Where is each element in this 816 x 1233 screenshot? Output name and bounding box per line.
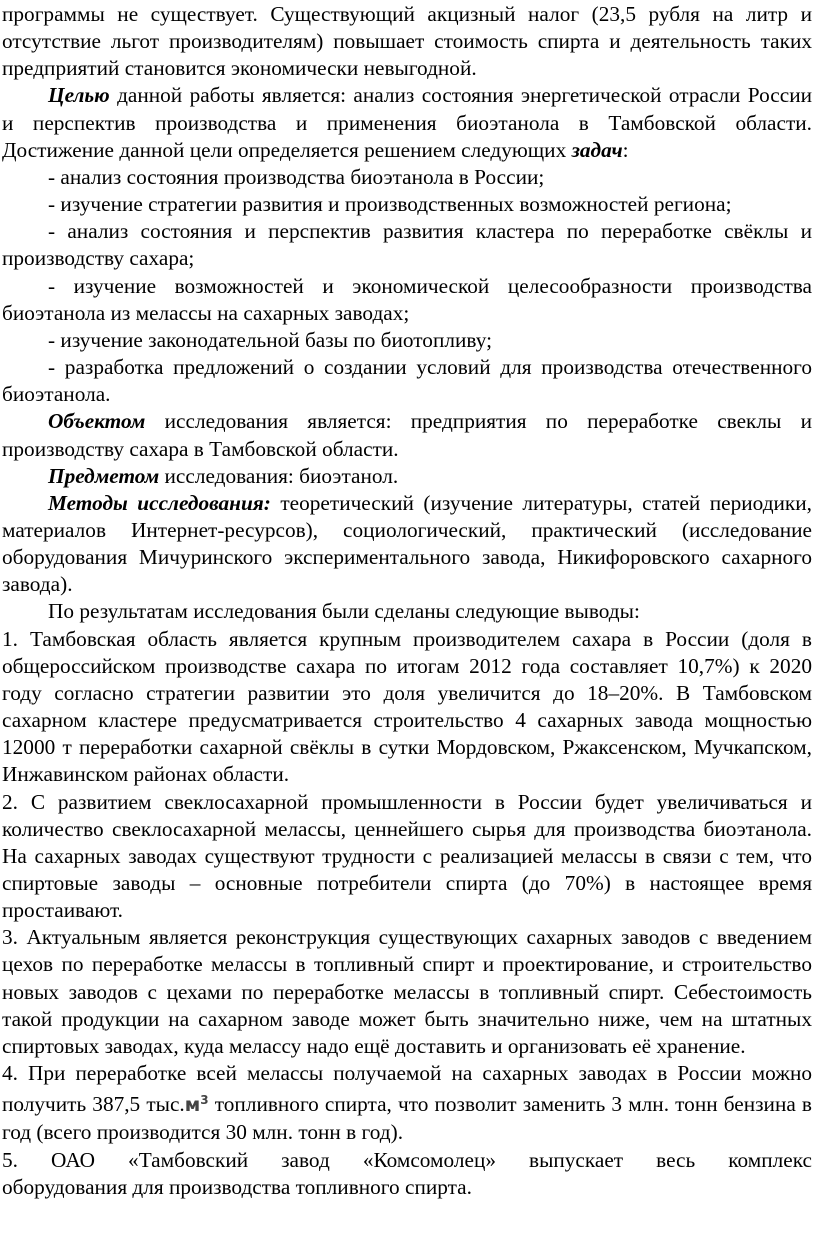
conclusion-4 xyxy=(2,1060,812,1146)
conclusion-5-word: «Комсомолец» xyxy=(362,1147,496,1172)
subject-text: исследования: биоэтанол. xyxy=(159,463,399,488)
task-item: - разработка предложений о создании условий для производства отечественного биоэтанола. xyxy=(2,355,812,407)
conclusion-5-word: комплекс xyxy=(728,1147,812,1172)
subject-term: Предметом xyxy=(48,463,160,488)
conclusion-4-text-start: 4. При переработке всей мелассы получаемой на сахарных заводах в России можно получить 387,5 тыс. xyxy=(2,1061,812,1117)
object-term: Объектом xyxy=(48,409,146,434)
methods-paragraph xyxy=(2,490,812,599)
conclusion-5-first-line xyxy=(2,1147,812,1174)
unit-exponent: 3 xyxy=(200,1093,209,1108)
conclusion-2: 2. С развитием свеклосахарной промышленности в России будет увеличиваться и количество свеклосахарной мелассы, ценнейшего сырья для производства биоэтанола. На сахарных заводах существуют трудности с реализацией мелассы в связи с тем, что спиртовые заводы – основные потребители спирта (до 70%) в настоящее время простаивают. xyxy=(2,789,812,923)
task-item: - изучение стратегии развития и производственных возможностей региона; xyxy=(48,192,732,217)
conclusion-5-word: весь xyxy=(656,1147,696,1172)
conclusion-5-word: «Тамбовский xyxy=(128,1147,249,1172)
conclusion-5-word: завод xyxy=(281,1147,330,1172)
task-item: - изучение возможностей и экономической целесообразности производства биоэтанола из мелассы на сахарных заводах; xyxy=(2,273,812,325)
conclusion-1: 1. Тамбовская область является крупным производителем сахара в России (доля в общероссийском производстве сахара по итогам 2012 года составляет 10,7%) к 2020 году согласно стратегии развитии это доля увеличится до 18–20%. В Тамбовском сахарном кластере предусматривается строительство 4 сахарных завода мощностью 12000 т переработки сахарной свёклы в сутки Мордовском, Ржаксенском, Мучкапском, Инжавинском районах области. xyxy=(2,626,812,787)
intro-paragraph: программы не существует. Существующий акцизный налог (23,5 рубля на литр и отсутствие льгот производителям) повышает стоимость спирта и деятельность таких предприятий становится экономически невыгодной. xyxy=(2,2,812,81)
methods-term: Методы исследования: xyxy=(48,490,271,515)
tasks-colon: : xyxy=(622,137,629,162)
conclusions-intro: По результатам исследования были сделаны следующие выводы: xyxy=(48,599,640,624)
conclusion-5-word: ОАО xyxy=(51,1147,96,1172)
subject-paragraph xyxy=(2,463,812,490)
task-item: - изучение законодательной базы по биотопливу; xyxy=(48,327,492,352)
object-paragraph xyxy=(2,408,812,462)
conclusion-4-text-end: топливного спирта, что позволит заменить 3 млн. тонн бензина в год (всего производится 30 млн. тонн в год). xyxy=(2,1092,812,1145)
tasks-term: задач xyxy=(571,137,623,162)
object-text: исследования является: предприятия по переработке свеклы и производству сахара в Тамбовской области. xyxy=(2,409,812,461)
goal-paragraph xyxy=(2,82,812,163)
goal-text: данной работы является: анализ состояния энергетической отрасли России и перспектив производства и применения биоэтанола в Тамбовской области. Достижение данной цели определяется решением следующих xyxy=(2,83,812,162)
task-item: - анализ состояния и перспектив развития кластера по переработке свёклы и производству сахара; xyxy=(2,219,812,271)
cubic-meter-unit xyxy=(185,1094,209,1116)
conclusion-5-word: 5. xyxy=(2,1147,18,1172)
task-item: - анализ состояния производства биоэтанола в России; xyxy=(48,164,545,189)
methods-text: теоретический (изучение литературы, статей периодики, материалов Интернет-ресурсов), социологический, практический (исследование оборудования Мичуринского экспериментального завода, Никифоровского сахарного завода). xyxy=(2,490,812,597)
conclusion-5-word: выпускает xyxy=(529,1147,624,1172)
conclusion-3: 3. Актуальным является реконструкция существующих сахарных заводов с введением цехов по переработке мелассы в топливный спирт и проектирование, и строительство новых заводов с цехами по переработке мелассы в топливный спирт. Себестоимость такой продукции на сахарном заводе может быть значительно ниже, чем на штатных спиртовых заводах, куда мелассу надо ещё доставить и организовать её хранение. xyxy=(2,925,812,1058)
goal-term: Целью xyxy=(48,83,110,108)
unit-base: м xyxy=(184,1094,201,1117)
conclusion-5-rest: оборудования для производства топливного спирта. xyxy=(2,1174,472,1199)
